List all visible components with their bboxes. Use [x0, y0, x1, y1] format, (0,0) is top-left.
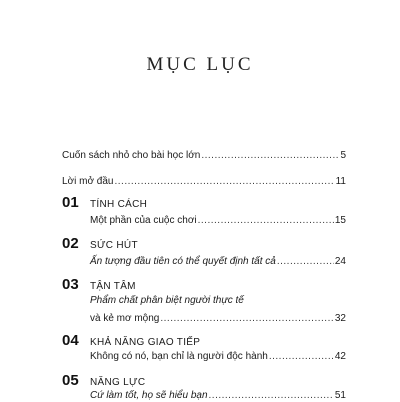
toc-entry-text: Không có nó, bạn chỉ là người độc hành — [90, 351, 268, 362]
dot-leader — [209, 390, 334, 402]
toc-page-number: 32 — [334, 313, 346, 324]
toc-page-number: 11 — [335, 176, 346, 187]
toc-entry-chapter-05[interactable] — [90, 390, 346, 402]
dot-leader — [277, 256, 334, 268]
dot-leader — [198, 215, 334, 227]
chapter-number: 04 — [62, 332, 79, 349]
chapter-heading-05 — [62, 372, 145, 389]
toc-page-number: 51 — [334, 390, 346, 401]
toc-entry-text: Một phần của cuộc chơi — [90, 215, 197, 226]
chapter-name: TÍNH CÁCH — [90, 199, 148, 210]
dot-leader — [201, 150, 339, 162]
chapter-number: 05 — [62, 372, 79, 389]
chapter-heading-03 — [62, 276, 136, 293]
toc-entry-text: và kẻ mơ mộng — [90, 313, 160, 324]
toc-entry-chapter-03-line1[interactable]: Phẩm chất phân biệt người thực tế — [90, 295, 244, 306]
toc-page-number: 15 — [334, 215, 346, 226]
toc-page-number: 42 — [334, 351, 346, 362]
toc-entry-text: Ấn tượng đầu tiên có thể quyết định tất cả — [90, 256, 276, 267]
chapter-number: 02 — [62, 235, 79, 252]
page-title: MỤC LỤC — [146, 54, 254, 75]
toc-entry-chapter-01[interactable] — [90, 215, 346, 227]
dot-leader — [160, 313, 334, 325]
chapter-number: 03 — [62, 276, 79, 293]
toc-entry-foreword[interactable] — [62, 150, 346, 162]
chapter-heading-04 — [62, 332, 200, 349]
toc-entry-text: Cuốn sách nhỏ cho bài học lớn — [62, 150, 201, 161]
chapter-heading-02 — [62, 235, 138, 252]
toc-entry-text: Lời mở đầu — [62, 176, 114, 187]
toc-page-number: 5 — [340, 150, 346, 161]
dot-leader — [269, 351, 334, 363]
toc-entry-chapter-03[interactable] — [90, 313, 346, 325]
toc-entry-preface[interactable] — [62, 176, 346, 188]
chapter-name: TẬN TÂM — [90, 281, 136, 292]
toc-entry-chapter-04[interactable] — [90, 351, 346, 363]
chapter-name: KHẢ NĂNG GIAO TIẾP — [90, 337, 201, 348]
chapter-heading-01 — [62, 194, 147, 211]
chapter-number: 01 — [62, 194, 79, 211]
chapter-name: SỨC HÚT — [90, 240, 138, 251]
chapter-name: NĂNG LỰC — [90, 377, 146, 388]
toc-entry-chapter-02[interactable] — [90, 256, 346, 268]
toc-entry-text: Cứ làm tốt, họ sẽ hiểu bạn — [90, 390, 208, 401]
toc-page-number: 24 — [334, 256, 346, 267]
dot-leader — [114, 176, 334, 188]
